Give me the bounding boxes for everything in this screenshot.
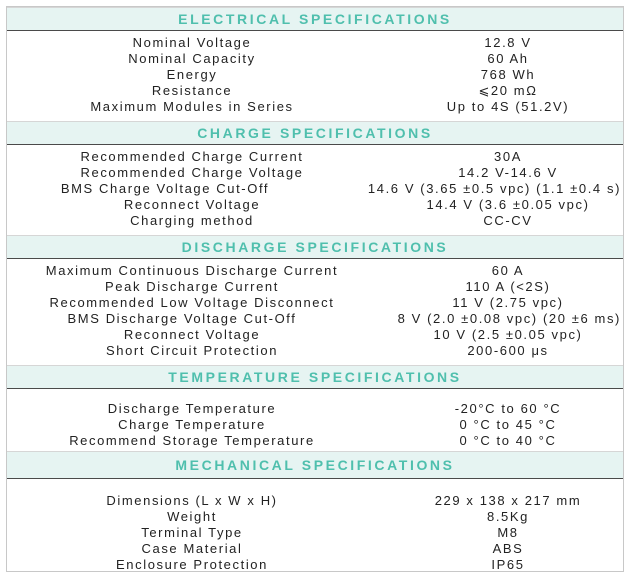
spec-row <box>7 165 623 181</box>
section-charge <box>7 121 623 229</box>
spec-value: 110 A (<2S) <box>465 279 551 294</box>
section-discharge <box>7 235 623 359</box>
spec-value: -20°C to 60 °C <box>454 401 562 416</box>
spec-sheet <box>6 6 624 572</box>
spec-label: Peak Discharge Current <box>105 279 279 294</box>
spec-value: 0 °C to 40 °C <box>459 433 557 448</box>
spec-label: Recommended Charge Voltage <box>80 165 304 180</box>
spec-row <box>7 557 623 573</box>
spec-label: Resistance <box>151 83 233 98</box>
spec-row <box>7 327 623 343</box>
spec-label: Enclosure Protection <box>116 557 268 572</box>
spec-row <box>7 493 623 509</box>
spec-value: 60 Ah <box>487 51 529 66</box>
spec-value: IP65 <box>491 557 525 572</box>
spec-value: 10 V (2.5 ±0.05 vpc) <box>433 327 583 342</box>
spec-row <box>7 541 623 557</box>
spec-row <box>7 51 623 67</box>
spec-label: Reconnect Voltage <box>123 197 261 212</box>
spec-label: Recommend Storage Temperature <box>69 433 315 448</box>
section-temperature <box>7 365 623 449</box>
spec-row <box>7 181 623 197</box>
spec-label: Charging method <box>130 213 254 228</box>
section-title: ELECTRICAL SPECIFICATIONS <box>7 7 623 31</box>
spec-value: ABS <box>492 541 524 556</box>
spec-row <box>7 279 623 295</box>
spec-label: Short Circuit Protection <box>105 343 279 358</box>
spec-label: Case Material <box>141 541 243 556</box>
spec-row <box>7 343 623 359</box>
spec-row <box>7 525 623 541</box>
spec-value: 14.4 V (3.6 ±0.05 vpc) <box>426 197 590 212</box>
spec-value: 200-600 μs <box>467 343 549 358</box>
spec-row <box>7 99 623 115</box>
spec-label: Discharge Temperature <box>107 401 277 416</box>
spec-row <box>7 417 623 433</box>
spec-row <box>7 311 623 327</box>
spec-row <box>7 263 623 279</box>
spec-value: 0 °C to 45 °C <box>459 417 557 432</box>
spec-value: CC-CV <box>483 213 533 228</box>
spec-value: 8.5Kg <box>487 509 529 524</box>
spec-label: Reconnect Voltage <box>123 327 261 342</box>
spec-row <box>7 83 623 99</box>
section-title: CHARGE SPECIFICATIONS <box>7 121 623 145</box>
spec-value: 30A <box>494 149 522 164</box>
spec-label: Recommended Charge Current <box>80 149 304 164</box>
spec-row <box>7 197 623 213</box>
spec-row <box>7 433 623 449</box>
spec-value: 14.6 V (3.65 ±0.5 vpc) (1.1 ±0.4 s) <box>367 181 621 196</box>
section-title: DISCHARGE SPECIFICATIONS <box>7 235 623 259</box>
spec-label: BMS Discharge Voltage Cut-Off <box>67 311 297 326</box>
spec-value: 60 A <box>491 263 525 278</box>
section-electrical <box>7 7 623 115</box>
spec-label: Nominal Capacity <box>128 51 256 66</box>
spec-label: Nominal Voltage <box>132 35 252 50</box>
spec-label: Dimensions (L x W x H) <box>106 493 278 508</box>
spec-value: Up to 4S (51.2V) <box>446 99 570 114</box>
spec-value: 229 x 138 x 217 mm <box>434 493 582 508</box>
spec-value: 8 V (2.0 ±0.08 vpc) (20 ±6 ms) <box>397 311 621 326</box>
spec-row <box>7 67 623 83</box>
spec-row <box>7 149 623 165</box>
spec-value: 11 V (2.75 vpc) <box>452 295 564 310</box>
spec-value: ⩽20 mΩ <box>478 83 538 98</box>
section-title: TEMPERATURE SPECIFICATIONS <box>7 365 623 389</box>
spec-row <box>7 295 623 311</box>
section-title: MECHANICAL SPECIFICATIONS <box>7 451 623 479</box>
spec-label: Maximum Modules in Series <box>90 99 294 114</box>
spec-label: Recommended Low Voltage Disconnect <box>49 295 335 310</box>
spec-value: M8 <box>497 525 519 540</box>
spec-row <box>7 213 623 229</box>
section-mechanical <box>7 451 623 573</box>
spec-value: 12.8 V <box>484 35 532 50</box>
spec-label: BMS Charge Voltage Cut-Off <box>60 181 270 196</box>
spec-label: Maximum Continuous Discharge Current <box>45 263 339 278</box>
spec-row <box>7 509 623 525</box>
spec-row <box>7 401 623 417</box>
spec-value: 768 Wh <box>480 67 536 82</box>
spec-label: Energy <box>166 67 218 82</box>
spec-label: Weight <box>167 509 217 524</box>
spec-label: Terminal Type <box>141 525 243 540</box>
spec-row <box>7 35 623 51</box>
spec-label: Charge Temperature <box>118 417 266 432</box>
spec-value: 14.2 V-14.6 V <box>458 165 558 180</box>
